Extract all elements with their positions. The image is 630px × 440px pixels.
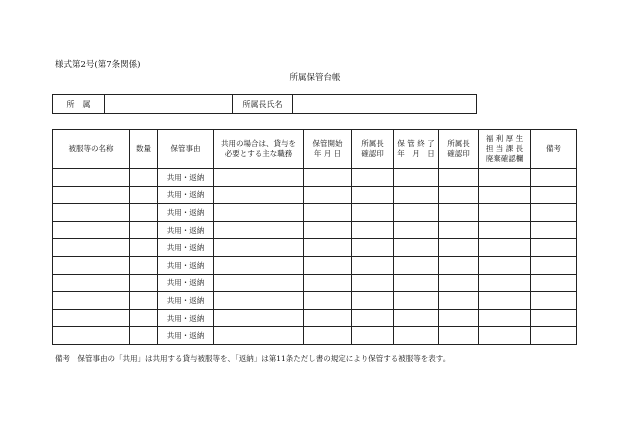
- duty-cell[interactable]: [214, 292, 304, 310]
- header-text: 所属長: [361, 139, 384, 148]
- header-text: 備考: [546, 144, 561, 153]
- remarks-cell[interactable]: [531, 274, 577, 292]
- header-text: 年 月 日: [313, 149, 342, 158]
- duty-cell[interactable]: [214, 221, 304, 239]
- reason-cell[interactable]: 共用・返納: [158, 204, 214, 222]
- disposal-check-cell[interactable]: [479, 292, 531, 310]
- end-date-cell[interactable]: [394, 204, 439, 222]
- header-text: 年 月 日: [397, 149, 435, 158]
- quantity-cell[interactable]: [130, 169, 158, 187]
- item-name-cell[interactable]: [53, 274, 130, 292]
- start-date-cell[interactable]: [304, 327, 352, 345]
- head-name-field[interactable]: [293, 95, 477, 114]
- head-seal-cell-1[interactable]: [352, 292, 394, 310]
- table-row: [53, 169, 577, 187]
- end-date-cell[interactable]: [394, 239, 439, 257]
- department-table: [52, 94, 477, 114]
- item-name-cell[interactable]: [53, 292, 130, 310]
- disposal-check-cell[interactable]: [479, 169, 531, 187]
- head-seal-cell-1[interactable]: [352, 169, 394, 187]
- header-text: 保 管 終 了: [397, 139, 435, 148]
- reason-cell[interactable]: 共用・返納: [158, 186, 214, 204]
- table-row: [53, 292, 577, 310]
- head-name-label: 所属長氏名: [233, 95, 293, 114]
- item-name-cell[interactable]: [53, 239, 130, 257]
- remarks-cell[interactable]: [531, 221, 577, 239]
- table-row: [53, 327, 577, 345]
- quantity-cell[interactable]: [130, 239, 158, 257]
- head-seal-cell-2[interactable]: [439, 169, 479, 187]
- duty-cell[interactable]: [214, 186, 304, 204]
- disposal-check-cell[interactable]: [479, 204, 531, 222]
- remarks-cell[interactable]: [531, 204, 577, 222]
- head-seal-cell-2[interactable]: [439, 327, 479, 345]
- table-row: [53, 274, 577, 292]
- disposal-check-header: [479, 130, 531, 169]
- remarks-header: [531, 130, 577, 169]
- table-row: [53, 239, 577, 257]
- end-date-cell[interactable]: [394, 327, 439, 345]
- duty-cell[interactable]: [214, 256, 304, 274]
- disposal-check-cell[interactable]: [479, 327, 531, 345]
- ledger-table: [52, 129, 577, 345]
- head-seal-cell-2[interactable]: [439, 204, 479, 222]
- duty-cell[interactable]: [214, 204, 304, 222]
- footnote: 備考 保管事由の「共用」は共用する貸与被服等を、「返納」は第11条ただし書の規定により保管する被服等を表す。: [55, 354, 451, 363]
- header-text: 被服等の名称: [68, 144, 114, 153]
- header-text: 必要とする主な職務: [224, 149, 293, 158]
- header-text: 共用の場合は、貸与を: [221, 139, 296, 148]
- document-title: 所属保管台帳: [289, 73, 341, 83]
- remarks-cell[interactable]: [531, 169, 577, 187]
- header-row: [53, 130, 577, 169]
- disposal-check-cell[interactable]: [479, 239, 531, 257]
- reason-cell[interactable]: 共用・返納: [158, 256, 214, 274]
- quantity-cell[interactable]: [130, 256, 158, 274]
- item-name-cell[interactable]: [53, 186, 130, 204]
- start-date-cell[interactable]: [304, 221, 352, 239]
- duty-header: [214, 130, 304, 169]
- head-seal-cell-1[interactable]: [352, 327, 394, 345]
- end-date-cell[interactable]: [394, 274, 439, 292]
- head-seal-cell-2[interactable]: [439, 186, 479, 204]
- quantity-cell[interactable]: [130, 309, 158, 327]
- head-seal-cell-2[interactable]: [439, 274, 479, 292]
- header-text: 確認印: [361, 149, 384, 158]
- end-date-cell[interactable]: [394, 186, 439, 204]
- start-date-header: [304, 130, 352, 169]
- table-row: [53, 204, 577, 222]
- head-seal-cell-1[interactable]: [352, 186, 394, 204]
- reason-cell[interactable]: 共用・返納: [158, 309, 214, 327]
- header-text: 保管開始: [312, 139, 343, 148]
- head-seal-cell-1[interactable]: [352, 256, 394, 274]
- reason-cell[interactable]: 共用・返納: [158, 274, 214, 292]
- disposal-check-cell[interactable]: [479, 186, 531, 204]
- start-date-cell[interactable]: [304, 292, 352, 310]
- head-seal-header-1: [352, 130, 394, 169]
- start-date-cell[interactable]: [304, 239, 352, 257]
- quantity-cell[interactable]: [130, 186, 158, 204]
- item-name-cell[interactable]: [53, 204, 130, 222]
- head-seal-cell-2[interactable]: [439, 239, 479, 257]
- disposal-check-cell[interactable]: [479, 256, 531, 274]
- item-name-cell[interactable]: [53, 256, 130, 274]
- head-seal-cell-2[interactable]: [439, 309, 479, 327]
- end-date-cell[interactable]: [394, 221, 439, 239]
- end-date-cell[interactable]: [394, 256, 439, 274]
- end-date-cell[interactable]: [394, 309, 439, 327]
- start-date-cell[interactable]: [304, 169, 352, 187]
- dept-field[interactable]: [105, 95, 233, 114]
- quantity-cell[interactable]: [130, 221, 158, 239]
- duty-cell[interactable]: [214, 309, 304, 327]
- header-text: 廃棄確認欄: [485, 154, 524, 163]
- ledger-body: [53, 169, 577, 345]
- quantity-cell[interactable]: [130, 292, 158, 310]
- head-seal-header-2: [439, 130, 479, 169]
- head-seal-cell-2[interactable]: [439, 292, 479, 310]
- header-text: 数量: [136, 144, 151, 153]
- head-seal-cell-1[interactable]: [352, 239, 394, 257]
- form-number: 様式第2号(第7条関係): [55, 60, 141, 70]
- head-seal-cell-1[interactable]: [352, 274, 394, 292]
- end-date-header: [394, 130, 439, 169]
- remarks-cell[interactable]: [531, 239, 577, 257]
- disposal-check-cell[interactable]: [479, 274, 531, 292]
- item-name-cell[interactable]: [53, 309, 130, 327]
- remarks-cell[interactable]: [531, 186, 577, 204]
- start-date-cell[interactable]: [304, 309, 352, 327]
- reason-cell[interactable]: 共用・返納: [158, 239, 214, 257]
- duty-cell[interactable]: [214, 239, 304, 257]
- header-text: 保管事由: [170, 144, 201, 153]
- quantity-cell[interactable]: [130, 327, 158, 345]
- start-date-cell[interactable]: [304, 186, 352, 204]
- quantity-header: [130, 130, 158, 169]
- reason-cell[interactable]: 共用・返納: [158, 169, 214, 187]
- reason-header: [158, 130, 214, 169]
- head-seal-cell-2[interactable]: [439, 221, 479, 239]
- item-name-cell[interactable]: [53, 221, 130, 239]
- header-text: 所属長: [447, 139, 470, 148]
- item-name-header: [53, 130, 130, 169]
- remarks-cell[interactable]: [531, 292, 577, 310]
- duty-cell[interactable]: [214, 274, 304, 292]
- header-text: 福 利 厚 生: [485, 134, 524, 143]
- item-name-cell[interactable]: [53, 327, 130, 345]
- remarks-cell[interactable]: [531, 327, 577, 345]
- header-text: 確認印: [447, 149, 470, 158]
- head-seal-cell-2[interactable]: [439, 256, 479, 274]
- header-text: 担 当 課 長: [485, 144, 524, 153]
- table-row: [53, 186, 577, 204]
- quantity-cell[interactable]: [130, 204, 158, 222]
- end-date-cell[interactable]: [394, 292, 439, 310]
- start-date-cell[interactable]: [304, 256, 352, 274]
- table-row: [53, 221, 577, 239]
- disposal-check-cell[interactable]: [479, 309, 531, 327]
- head-seal-cell-1[interactable]: [352, 204, 394, 222]
- table-row: [53, 309, 577, 327]
- start-date-cell[interactable]: [304, 274, 352, 292]
- remarks-cell[interactable]: [531, 256, 577, 274]
- dept-label: 所 属: [53, 95, 105, 114]
- reason-cell[interactable]: 共用・返納: [158, 221, 214, 239]
- remarks-cell[interactable]: [531, 309, 577, 327]
- quantity-cell[interactable]: [130, 274, 158, 292]
- start-date-cell[interactable]: [304, 204, 352, 222]
- reason-cell[interactable]: 共用・返納: [158, 327, 214, 345]
- reason-cell[interactable]: 共用・返納: [158, 292, 214, 310]
- item-name-cell[interactable]: [53, 169, 130, 187]
- table-row: [53, 256, 577, 274]
- end-date-cell[interactable]: [394, 169, 439, 187]
- duty-cell[interactable]: [214, 327, 304, 345]
- duty-cell[interactable]: [214, 169, 304, 187]
- disposal-check-cell[interactable]: [479, 221, 531, 239]
- head-seal-cell-1[interactable]: [352, 221, 394, 239]
- head-seal-cell-1[interactable]: [352, 309, 394, 327]
